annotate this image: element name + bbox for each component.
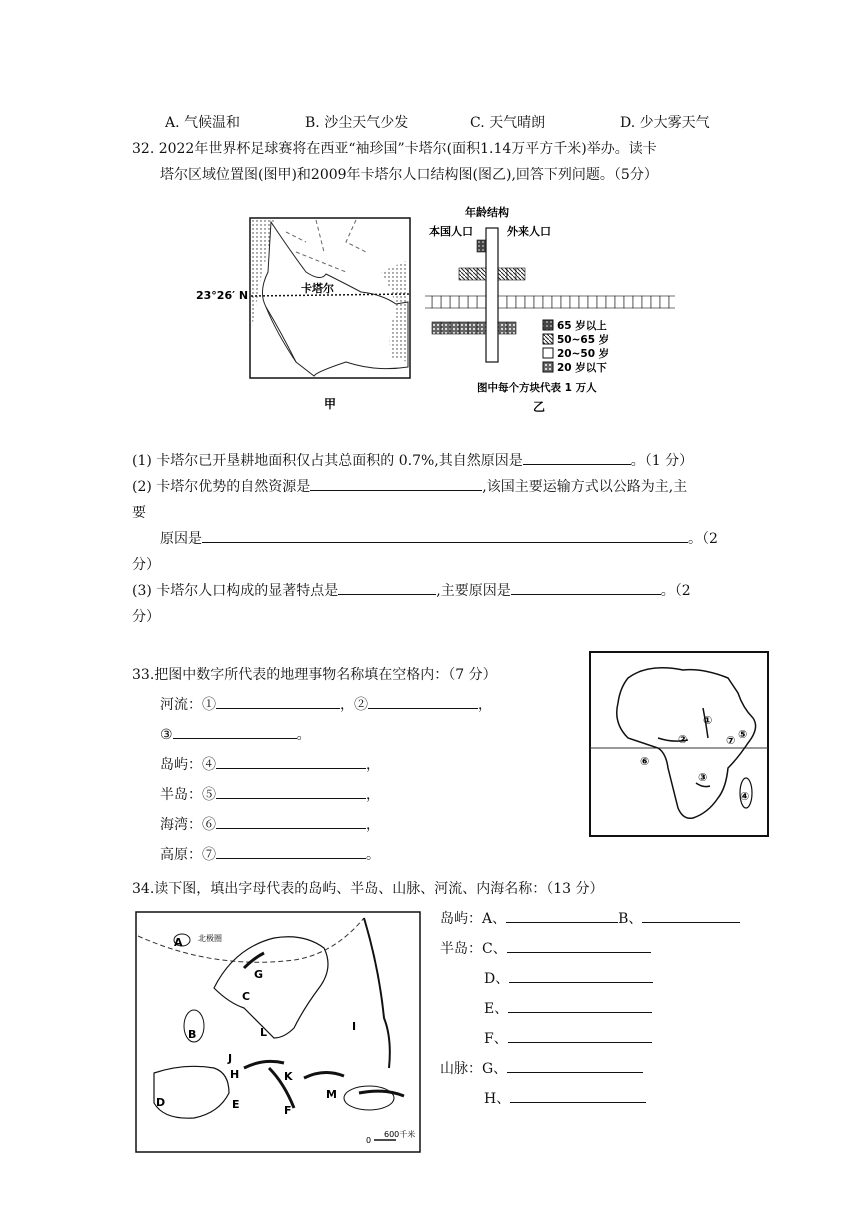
q32-2 — [132, 476, 687, 496]
pyramid-block-foreign — [633, 296, 642, 308]
answer-blank[interactable] — [216, 754, 366, 769]
legend-swatch — [543, 320, 553, 330]
pyramid-block-foreign — [507, 268, 516, 280]
pyramid-block-foreign — [498, 268, 507, 280]
q33-bay — [160, 814, 380, 834]
legend-swatch — [543, 348, 553, 358]
comma: ， — [366, 757, 380, 773]
answer-blank[interactable] — [202, 528, 688, 543]
map-label: K — [284, 1070, 293, 1083]
answer-blank[interactable] — [523, 450, 631, 465]
q33-r3-label: ③ — [160, 727, 173, 743]
answer-blank[interactable] — [173, 724, 297, 739]
answer-blank[interactable] — [510, 1088, 646, 1103]
pyramid-block-domestic — [468, 322, 477, 334]
answer-blank[interactable] — [508, 998, 652, 1013]
q33-river — [160, 694, 492, 714]
q33-peninsula-label: 半岛：⑤ — [160, 787, 216, 803]
q32-1-text: (1) 卡塔尔已开垦耕地面积仅占其总面积的 0.7%,其自然原因是 — [132, 453, 523, 469]
q32-intro-line2: 塔尔区域位置图(图甲)和2009年卡塔尔人口结构图(图乙),回答下列问题。（5分） — [160, 167, 658, 183]
pyramid-block-foreign — [534, 296, 543, 308]
pyramid-block-domestic — [459, 296, 468, 308]
q32-2f: 分） — [132, 557, 160, 573]
answer-blank[interactable] — [216, 694, 340, 709]
answer-blank[interactable] — [508, 1028, 652, 1043]
q33-bay-label: 海湾：⑥ — [160, 817, 216, 833]
map-label: A — [174, 936, 183, 949]
pyramid-block-domestic — [468, 268, 477, 280]
q33-island-label: 岛屿：④ — [160, 757, 216, 773]
q34-d-label: D、 — [484, 971, 510, 987]
q32-intro-line1: 32. 2022年世界杯足球赛将在西亚“袖珍国”卡塔尔(面积1.14万平方千米)举办。读卡 — [132, 141, 657, 157]
answer-blank[interactable] — [216, 814, 366, 829]
pyramid-block-foreign — [561, 296, 570, 308]
pyramid-block-foreign — [516, 296, 525, 308]
q34-d — [484, 968, 653, 988]
domestic-label: 本国人口 — [429, 225, 473, 238]
pyramid-block-foreign — [507, 296, 516, 308]
map-mark: ① — [703, 714, 713, 727]
foreign-label: 外来人口 — [507, 225, 551, 238]
q34-peninsula-c — [440, 938, 651, 958]
pyramid-block-domestic — [468, 296, 477, 308]
q34-island — [440, 908, 740, 928]
answer-blank[interactable] — [216, 784, 366, 799]
pyramid-block-domestic — [459, 322, 468, 334]
pyramid-axis — [486, 228, 498, 362]
q32-3d: 分） — [132, 609, 160, 625]
pyramid-block-foreign — [642, 296, 651, 308]
pyramid-block-foreign — [507, 322, 516, 334]
pyramid-block-domestic — [450, 296, 459, 308]
map-mark: ④ — [740, 790, 750, 803]
q34-f-label: F、 — [484, 1031, 508, 1047]
q33-peninsula — [160, 784, 380, 804]
answer-blank[interactable] — [507, 938, 651, 953]
pyramid-note: 图中每个方块代表 1 万人 — [477, 382, 597, 394]
pyramid-title: 年龄结构 — [465, 206, 509, 219]
pyramid-block-foreign — [615, 296, 624, 308]
period: 。 — [366, 847, 380, 863]
q33-island — [160, 754, 380, 774]
q34-h-label: H、 — [484, 1091, 511, 1107]
latitude-label: 23°26′ N — [196, 289, 249, 302]
map-mark: ⑥ — [640, 755, 650, 768]
pyramid-block-foreign — [498, 322, 507, 334]
q32-2-text: (2) 卡塔尔优势的自然资源是 — [132, 479, 311, 495]
map-label: E — [232, 1098, 240, 1111]
comma: ， — [478, 697, 492, 713]
pyramid-block-domestic — [425, 296, 432, 308]
q34-island-label: 岛屿：A、 — [440, 911, 507, 927]
option-c: C. 天气晴朗 — [470, 115, 546, 131]
option-a: A. 气候温和 — [165, 115, 241, 131]
q32-3-text: (3) 卡塔尔人口构成的显著特点是 — [132, 583, 339, 599]
map-label: M — [326, 1088, 337, 1101]
map-label: H — [230, 1068, 240, 1081]
answer-blank[interactable] — [310, 476, 482, 491]
q32-3-text-b: ,主要原因是 — [436, 583, 511, 599]
pyramid-block-foreign — [498, 296, 507, 308]
map-label: J — [228, 1052, 233, 1065]
pyramid-block-domestic — [432, 322, 441, 334]
map-label: L — [260, 1026, 268, 1039]
q34-e — [484, 998, 652, 1018]
q33-r2-label: ② — [354, 697, 368, 713]
q32-3 — [132, 580, 691, 600]
pyramid-block-domestic — [459, 268, 468, 280]
map-mark: ⑤ — [738, 728, 748, 741]
q33-river-label: 河流：① — [160, 697, 216, 713]
answer-blank[interactable] — [642, 908, 740, 923]
map-mark: ⑦ — [726, 734, 736, 747]
pyramid-block-domestic — [477, 240, 486, 252]
pyramid-block-foreign — [543, 296, 552, 308]
q34-title: 34.读下图，填出字母代表的岛屿、半岛、山脉、河流、内海名称：（13 分） — [132, 881, 604, 897]
pyramid-block-foreign — [597, 296, 606, 308]
caption-yi: 乙 — [533, 400, 546, 414]
caption-jia: 甲 — [324, 397, 337, 411]
answer-blank[interactable] — [509, 968, 653, 983]
map-label: C — [242, 990, 251, 1003]
comma: ， — [366, 787, 380, 803]
q33-r3 — [160, 724, 311, 744]
europe-map — [134, 908, 422, 1156]
q32-1-tail: 。（1 分） — [630, 453, 694, 469]
legend-label: 65 岁以上 — [557, 320, 607, 332]
pyramid-block-domestic — [432, 296, 441, 308]
q34-mountain — [440, 1058, 643, 1078]
comma: ， — [340, 697, 354, 713]
map-label: B — [188, 1028, 197, 1041]
q32-2-text-b: ,该国主要运输方式以公路为主,主 — [482, 479, 688, 495]
pyramid-block-foreign — [525, 296, 534, 308]
pyramid-block-domestic — [477, 296, 486, 308]
pyramid-block-foreign — [669, 296, 675, 308]
legend-label: 20 岁以下 — [557, 362, 607, 374]
map-label: G — [254, 968, 264, 981]
map-mark: ② — [678, 733, 688, 746]
option-d: D. 少大雾天气 — [620, 115, 710, 131]
pyramid-block-domestic — [477, 322, 486, 334]
legend-swatch — [543, 334, 553, 344]
pyramid-block-foreign — [570, 296, 579, 308]
answer-blank[interactable] — [368, 694, 478, 709]
q34-f — [484, 1028, 652, 1048]
q34-h — [484, 1088, 646, 1108]
pyramid-block-foreign — [624, 296, 633, 308]
q34-b-label: B、 — [618, 911, 643, 927]
q34-mountain-label: 山脉：G、 — [440, 1061, 508, 1077]
africa-map — [588, 648, 772, 840]
answer-blank[interactable] — [506, 908, 618, 923]
q32-2d — [160, 528, 718, 548]
q33-title: 33.把图中数字所代表的地理事物名称填在空格内：（7 分） — [132, 667, 497, 683]
answer-blank[interactable] — [511, 580, 661, 595]
q32-2c: 要 — [132, 505, 146, 521]
legend-label: 50~65 岁 — [557, 334, 610, 346]
map-label: D — [156, 1096, 166, 1109]
scale-zero: 0 — [366, 1136, 372, 1145]
map-mark: ③ — [698, 771, 708, 784]
answer-blank[interactable] — [216, 844, 366, 859]
q32-1 — [132, 450, 693, 470]
option-b: B. 沙尘天气少发 — [305, 115, 409, 131]
figure-jia — [196, 212, 416, 412]
pyramid-block-foreign — [579, 296, 588, 308]
q34-e-label: E、 — [484, 1001, 509, 1017]
pyramid-block-foreign — [516, 268, 525, 280]
q33-plateau — [160, 844, 380, 864]
legend-swatch — [543, 362, 553, 372]
pyramid-block-domestic — [450, 322, 459, 334]
answer-blank[interactable] — [338, 580, 436, 595]
q32-3-score: 。（2 — [660, 583, 691, 599]
pyramid-block-foreign — [606, 296, 615, 308]
pyramid-block-domestic — [441, 296, 450, 308]
pyramid-block-foreign — [588, 296, 597, 308]
pyramid-block-foreign — [660, 296, 669, 308]
map-label: F — [284, 1104, 292, 1117]
pyramid-block-foreign — [552, 296, 561, 308]
legend-label: 20~50 岁 — [557, 348, 610, 360]
q33-plateau-label: 高原：⑦ — [160, 847, 216, 863]
answer-blank[interactable] — [507, 1058, 643, 1073]
scale-label: 600千米 — [384, 1130, 416, 1139]
comma: ， — [366, 817, 380, 833]
q32-2-score: 。（2 — [688, 531, 718, 547]
pyramid-block-domestic — [477, 268, 486, 280]
figure-yi — [425, 204, 675, 414]
map-label: I — [352, 1020, 357, 1033]
arctic-circle-label: 北极圈 — [198, 934, 222, 943]
pyramid-block-domestic — [441, 322, 450, 334]
qatar-label: 卡塔尔 — [301, 282, 334, 295]
q34-peninsula-label: 半岛：C、 — [440, 941, 507, 957]
period: 。 — [296, 727, 311, 743]
q32-2-reason: 原因是 — [160, 531, 202, 547]
pyramid-block-foreign — [651, 296, 660, 308]
